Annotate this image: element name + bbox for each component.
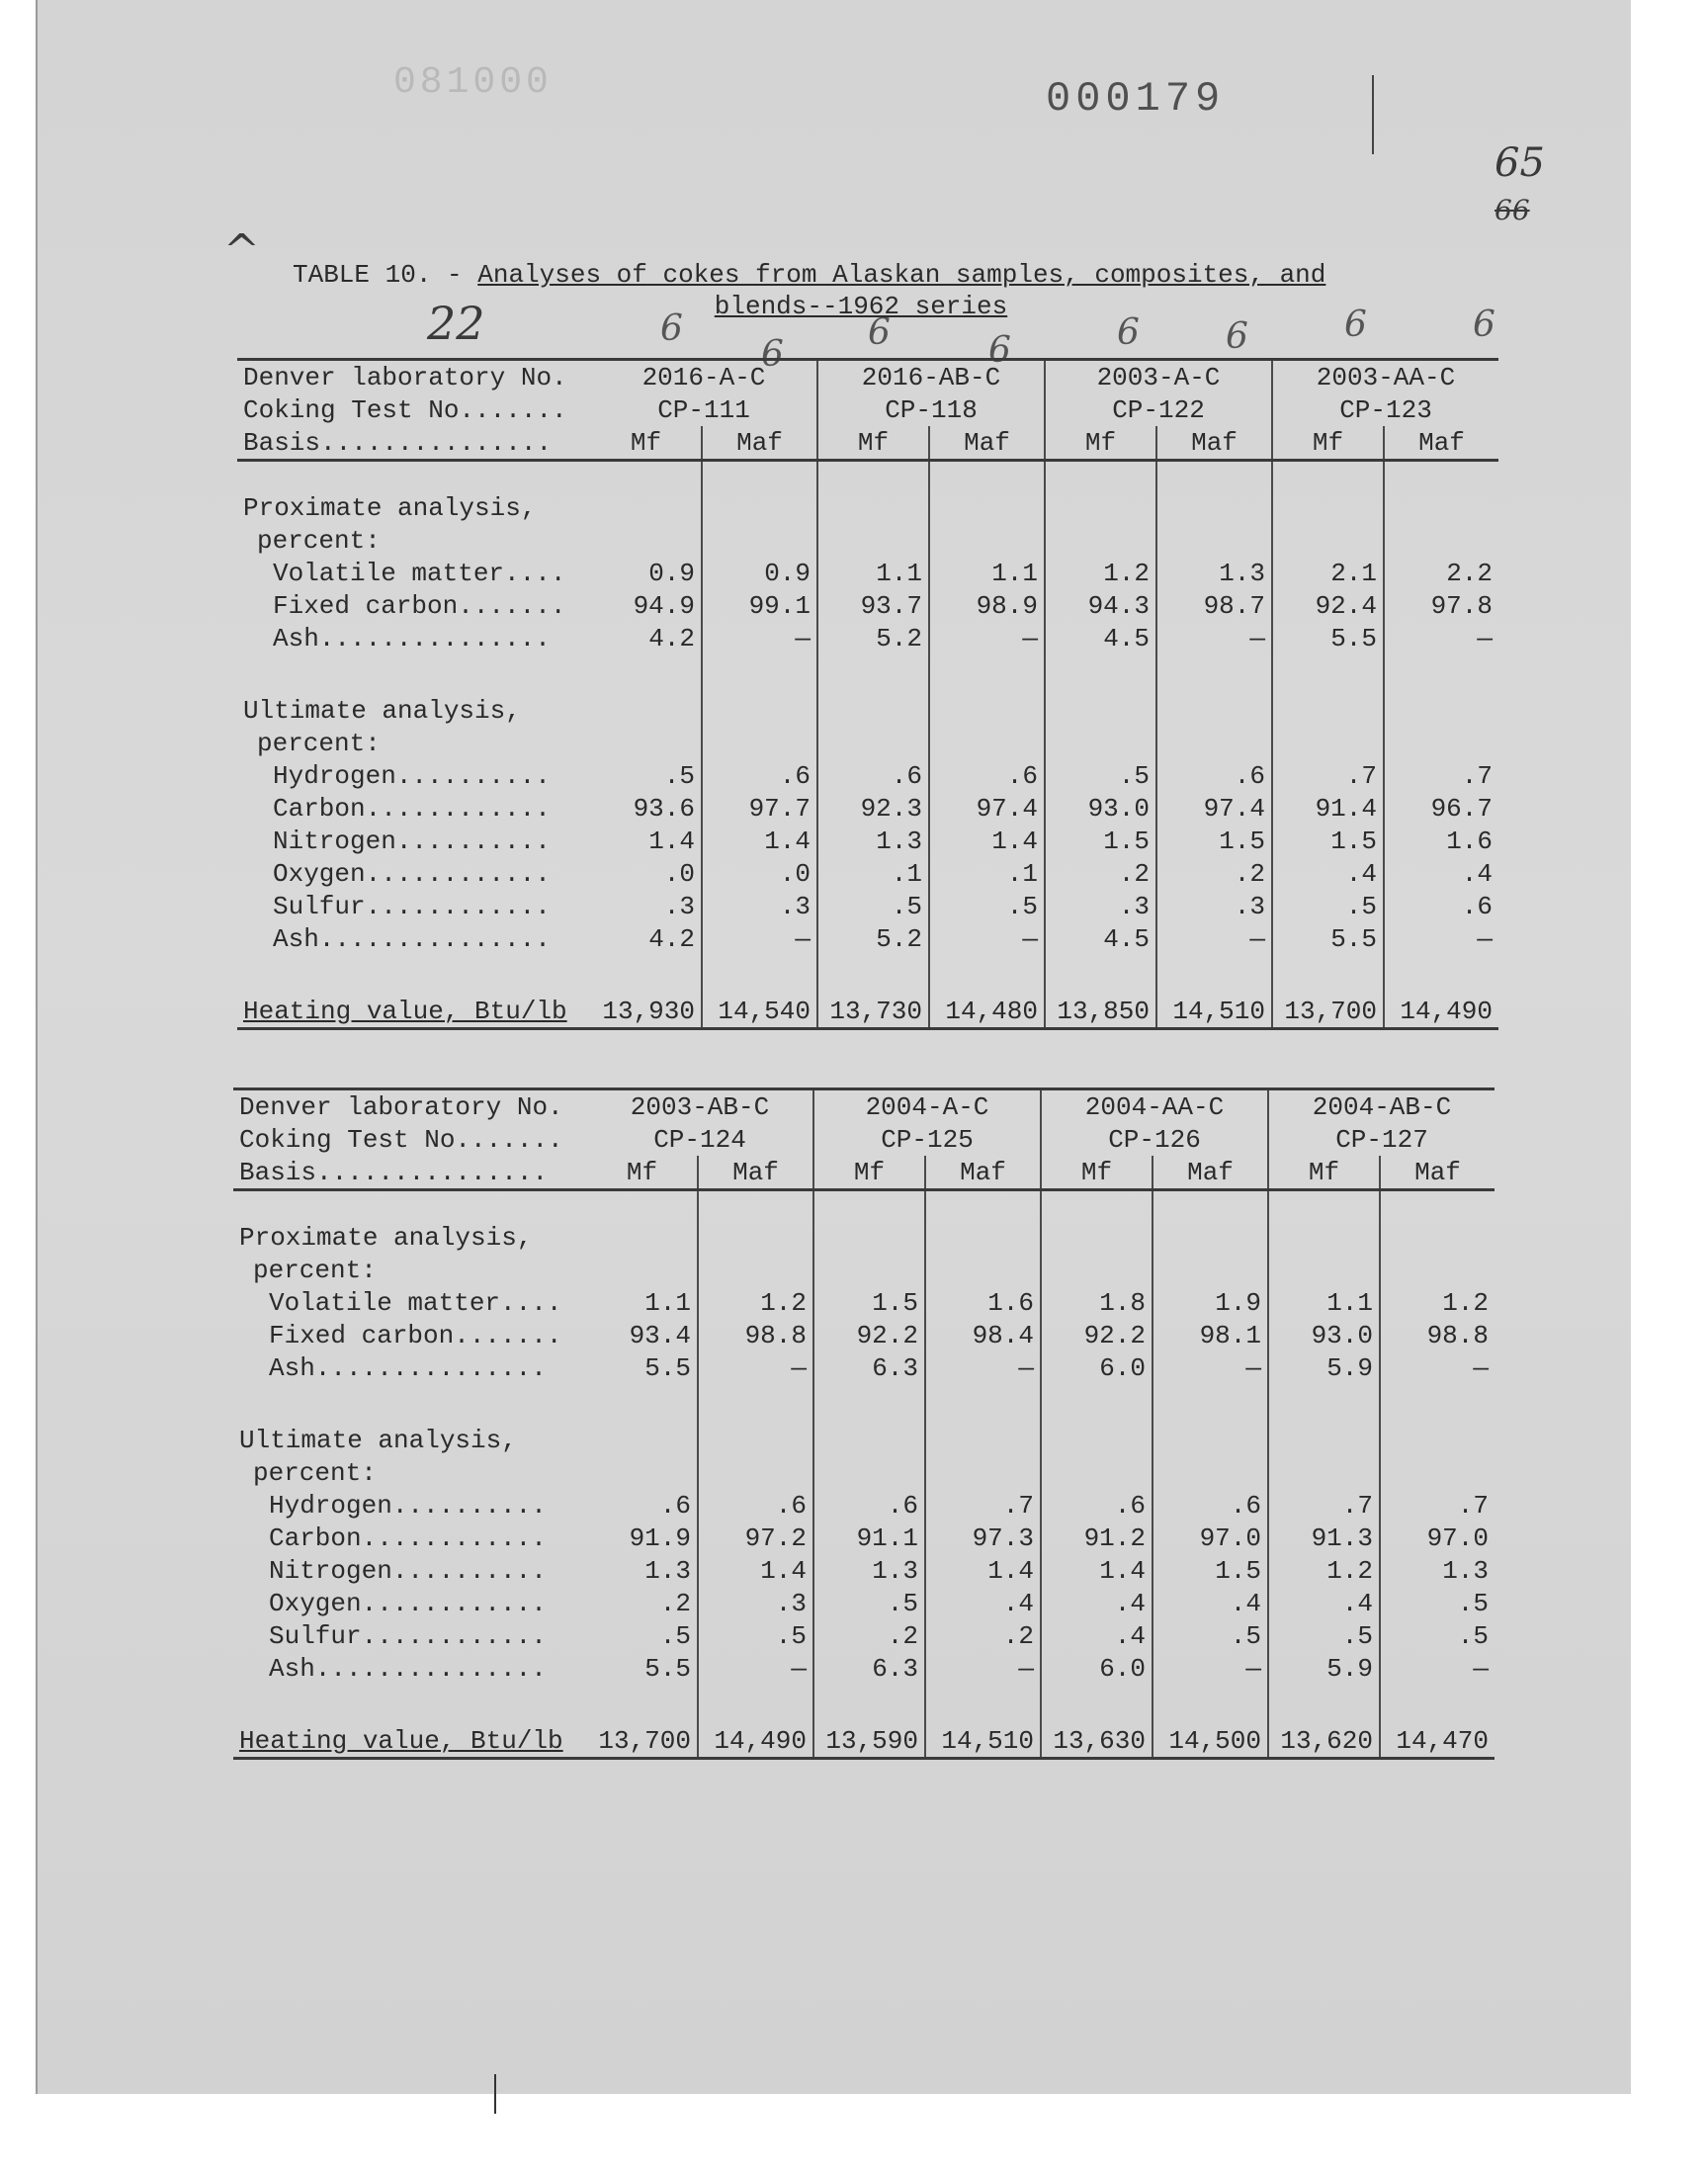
sample-lab-no: 2003-A-C	[1045, 360, 1272, 394]
cell-heating: 14,470	[1380, 1724, 1494, 1759]
cell-ash-p: —	[1156, 622, 1272, 654]
cell-nitrogen: 1.5	[1156, 825, 1272, 857]
basis-maf: Maf	[1156, 426, 1272, 461]
cell-hydrogen: .6	[587, 1489, 698, 1522]
cell-fixed: 94.9	[591, 589, 702, 622]
row-label: Carbon............	[273, 793, 551, 824]
cell-nitrogen: 1.2	[1268, 1554, 1380, 1587]
row-label: Sulfur............	[273, 891, 551, 921]
basis-maf: Maf	[929, 426, 1045, 461]
cell-hydrogen: .6	[698, 1489, 813, 1522]
cell-volatile: 1.3	[1156, 557, 1272, 589]
cell-nitrogen: 1.3	[813, 1554, 925, 1587]
basis-maf: Maf	[1153, 1156, 1268, 1190]
cell-carbon: 93.0	[1045, 792, 1156, 825]
cell-hydrogen: .6	[813, 1489, 925, 1522]
sample-lab-no: 2016-AB-C	[817, 360, 1045, 394]
row-label: Ash...............	[273, 623, 551, 653]
table-title-line1: Analyses of cokes from Alaskan samples, composites, and	[477, 260, 1326, 290]
row-label: Oxygen............	[269, 1588, 547, 1618]
cell-oxygen: .0	[591, 857, 702, 890]
cell-hydrogen: .5	[1045, 759, 1156, 792]
cell-hydrogen: .6	[817, 759, 929, 792]
row-label: Fixed carbon.......	[273, 590, 566, 621]
sample-lab-no: 2004-AA-C	[1041, 1089, 1268, 1124]
row-label: Ash...............	[269, 1653, 547, 1684]
cell-ash-u: 5.5	[1272, 922, 1384, 955]
cell-oxygen: .4	[1272, 857, 1384, 890]
sample-test-no: CP-127	[1335, 1124, 1428, 1155]
cell-volatile: 1.2	[1442, 1287, 1489, 1318]
handwritten-mark: ^	[223, 225, 260, 276]
section-label: Proximate analysis,	[243, 492, 537, 523]
row-label: Fixed carbon.......	[269, 1320, 562, 1350]
basis-mf: Mf	[1268, 1156, 1380, 1190]
cell-heating: 14,480	[929, 995, 1045, 1029]
cell-hydrogen: .7	[1272, 759, 1384, 792]
faint-stamp-number: 081000	[393, 61, 553, 104]
cell-ash-u: 5.5	[587, 1652, 698, 1685]
coke-analysis-table-1	[237, 358, 1498, 1030]
sample-test-no: CP-124	[587, 1123, 813, 1156]
basis-maf: Maf	[1380, 1156, 1494, 1190]
cell-sulfur: .3	[1156, 890, 1272, 922]
cell-fixed: 93.7	[817, 589, 929, 622]
sample-test-no: CP-125	[813, 1123, 1041, 1156]
cell-nitrogen: 1.4	[591, 825, 702, 857]
cell-heating: 13,590	[813, 1724, 925, 1759]
cell-nitrogen: 1.4	[925, 1554, 1041, 1587]
cell-fixed: 92.4	[1272, 589, 1384, 622]
cell-oxygen: .4	[1041, 1587, 1153, 1619]
cell-ash-p: 4.2	[591, 622, 702, 654]
row-label-heating: Heating value, Btu/lb	[233, 1724, 587, 1759]
cell-ash-p: —	[698, 1351, 813, 1384]
section-label: percent:	[257, 728, 381, 758]
cell-oxygen: .3	[698, 1587, 813, 1619]
basis-mf: Mf	[587, 1156, 698, 1190]
cell-nitrogen: 1.4	[929, 825, 1045, 857]
cell-heating: 14,510	[1156, 995, 1272, 1029]
cell-sulfur: .5	[929, 890, 1045, 922]
row-label: Oxygen............	[273, 858, 551, 889]
cell-hydrogen: .7	[925, 1489, 1041, 1522]
cell-ash-u: —	[1156, 922, 1272, 955]
sample-test-no: CP-111	[591, 393, 817, 426]
cell-ash-u: 4.2	[591, 922, 702, 955]
cell-oxygen: .4	[925, 1587, 1041, 1619]
cell-oxygen: .5	[813, 1587, 925, 1619]
margin-mark	[494, 2074, 496, 2114]
sample-lab-no: 2003-AA-C	[1272, 360, 1498, 394]
row-label: Sulfur............	[269, 1620, 547, 1651]
cell-heating: 14,510	[925, 1724, 1041, 1759]
header-lab-no: Denver laboratory No.	[233, 1089, 587, 1124]
cell-fixed: 92.2	[1041, 1319, 1153, 1351]
cell-heating: 14,490	[1384, 995, 1498, 1029]
cell-ash-u: —	[702, 922, 817, 955]
basis-mf: Mf	[591, 426, 702, 461]
cell-ash-p: —	[925, 1351, 1041, 1384]
cell-ash-u: —	[1473, 1653, 1489, 1684]
cell-carbon: 91.1	[813, 1522, 925, 1554]
basis-mf: Mf	[1045, 426, 1156, 461]
handwritten-tick: 6	[868, 312, 891, 353]
cell-heating: 14,540	[702, 995, 817, 1029]
cell-sulfur: .2	[813, 1619, 925, 1652]
cell-sulfur: .3	[702, 890, 817, 922]
cell-carbon: 96.7	[1430, 793, 1493, 824]
cell-oxygen: .4	[1268, 1587, 1380, 1619]
cell-ash-u: 6.3	[813, 1652, 925, 1685]
cell-carbon: 97.0	[1153, 1522, 1268, 1554]
cell-ash-u: 6.0	[1041, 1652, 1153, 1685]
cell-hydrogen: .6	[1041, 1489, 1153, 1522]
cell-carbon: 92.3	[817, 792, 929, 825]
cell-nitrogen: 1.6	[1446, 826, 1493, 856]
cell-fixed: 93.4	[587, 1319, 698, 1351]
cell-ash-u: —	[929, 922, 1045, 955]
cell-volatile: 2.2	[1446, 558, 1493, 588]
cell-carbon: 97.3	[925, 1522, 1041, 1554]
basis-mf: Mf	[817, 426, 929, 461]
row-label: Hydrogen..........	[269, 1490, 547, 1521]
cell-nitrogen: 1.3	[1442, 1555, 1489, 1586]
cell-oxygen: .2	[1156, 857, 1272, 890]
margin-mark	[1372, 75, 1374, 154]
cell-ash-p: 5.5	[1272, 622, 1384, 654]
cell-fixed: 92.2	[813, 1319, 925, 1351]
cell-ash-p: —	[702, 622, 817, 654]
header-test-no: Coking Test No.......	[243, 394, 567, 425]
cell-carbon: 91.2	[1041, 1522, 1153, 1554]
handwritten-page-number: 65	[1494, 140, 1545, 186]
cell-heating: 14,490	[698, 1724, 813, 1759]
cell-nitrogen: 1.4	[698, 1554, 813, 1587]
cell-sulfur: .3	[1045, 890, 1156, 922]
section-label: percent:	[257, 525, 381, 556]
table-caption	[293, 259, 1400, 322]
sample-test-no: CP-118	[817, 393, 1045, 426]
cell-volatile: 1.1	[587, 1286, 698, 1319]
cell-ash-p: —	[1473, 1352, 1489, 1383]
cell-fixed: 98.1	[1153, 1319, 1268, 1351]
cell-heating: 13,700	[587, 1724, 698, 1759]
cell-sulfur: .4	[1041, 1619, 1153, 1652]
handwritten-tick: 6	[1226, 316, 1248, 357]
struck-page-number: 66	[1494, 194, 1530, 226]
handwritten-tick: 6	[988, 330, 1011, 371]
row-label: Nitrogen..........	[269, 1555, 547, 1586]
handwritten-tick: 6	[1344, 304, 1367, 345]
row-label: Carbon............	[269, 1522, 547, 1553]
cell-ash-u: —	[1477, 923, 1493, 954]
cell-volatile: 0.9	[591, 557, 702, 589]
cell-fixed: 98.7	[1156, 589, 1272, 622]
section-label: percent:	[253, 1457, 377, 1488]
cell-carbon: 93.6	[591, 792, 702, 825]
cell-ash-u: —	[698, 1652, 813, 1685]
cell-volatile: 1.8	[1041, 1286, 1153, 1319]
cell-sulfur: .5	[698, 1619, 813, 1652]
cell-hydrogen: .5	[591, 759, 702, 792]
cell-heating: 13,850	[1045, 995, 1156, 1029]
sample-test-no: CP-123	[1339, 394, 1432, 425]
cell-heating: 13,700	[1272, 995, 1384, 1029]
cell-nitrogen: 1.5	[1272, 825, 1384, 857]
cell-volatile: 1.2	[698, 1286, 813, 1319]
cell-nitrogen: 1.3	[587, 1554, 698, 1587]
cell-volatile: 1.1	[817, 557, 929, 589]
table-label: TABLE 10. -	[293, 260, 463, 290]
row-label: Hydrogen..........	[273, 760, 551, 791]
cell-carbon: 91.3	[1268, 1522, 1380, 1554]
cell-sulfur: .5	[1268, 1619, 1380, 1652]
handwritten-tick: 6	[761, 334, 784, 375]
cell-sulfur: .6	[1461, 891, 1493, 921]
cell-oxygen: .4	[1153, 1587, 1268, 1619]
cell-nitrogen: 1.5	[1153, 1554, 1268, 1587]
cell-carbon: 97.0	[1426, 1522, 1489, 1553]
basis-mf: Mf	[1272, 426, 1384, 461]
sample-test-no: CP-122	[1045, 393, 1272, 426]
cell-ash-p: 5.9	[1268, 1351, 1380, 1384]
cell-volatile: 1.6	[925, 1286, 1041, 1319]
cell-volatile: 1.1	[1268, 1286, 1380, 1319]
cell-hydrogen: .7	[1461, 760, 1493, 791]
sample-test-no: CP-126	[1041, 1123, 1268, 1156]
cell-oxygen: .4	[1461, 858, 1493, 889]
cell-sulfur: .5	[1457, 1620, 1489, 1651]
cell-fixed: 98.8	[698, 1319, 813, 1351]
cell-carbon: 91.4	[1272, 792, 1384, 825]
cell-volatile: 0.9	[702, 557, 817, 589]
basis-maf: Maf	[702, 426, 817, 461]
cell-volatile: 1.2	[1045, 557, 1156, 589]
row-label: Ash...............	[269, 1352, 547, 1383]
basis-mf: Mf	[813, 1156, 925, 1190]
cell-sulfur: .2	[925, 1619, 1041, 1652]
header-lab-no: Denver laboratory No.	[237, 360, 591, 394]
cell-ash-p: —	[929, 622, 1045, 654]
cell-oxygen: .1	[929, 857, 1045, 890]
cell-carbon: 97.2	[698, 1522, 813, 1554]
cell-oxygen: .5	[1457, 1588, 1489, 1618]
cell-ash-p: 6.3	[813, 1351, 925, 1384]
cell-oxygen: .1	[817, 857, 929, 890]
cell-ash-p: 5.5	[587, 1351, 698, 1384]
handwritten-22: 22	[427, 297, 485, 350]
cell-heating: 13,620	[1268, 1724, 1380, 1759]
row-label: Volatile matter....	[273, 558, 566, 588]
cell-fixed: 94.3	[1045, 589, 1156, 622]
cell-fixed: 99.1	[702, 589, 817, 622]
cell-heating: 13,730	[817, 995, 929, 1029]
cell-ash-u: 4.5	[1045, 922, 1156, 955]
cell-fixed: 98.4	[925, 1319, 1041, 1351]
sample-lab-no: 2004-AB-C	[1268, 1089, 1494, 1124]
row-label: Volatile matter....	[269, 1287, 562, 1318]
cell-fixed: 97.8	[1430, 590, 1493, 621]
cell-hydrogen: .6	[929, 759, 1045, 792]
sample-lab-no: 2003-AB-C	[587, 1089, 813, 1124]
row-label: Nitrogen..........	[273, 826, 551, 856]
cell-ash-u: 5.9	[1268, 1652, 1380, 1685]
cell-fixed: 93.0	[1268, 1319, 1380, 1351]
handwritten-tick: 6	[660, 308, 683, 349]
cell-ash-u: 5.2	[817, 922, 929, 955]
cell-carbon: 97.7	[702, 792, 817, 825]
cell-sulfur: .5	[587, 1619, 698, 1652]
cell-nitrogen: 1.3	[817, 825, 929, 857]
cell-heating: 13,930	[591, 995, 702, 1029]
row-label: Ash...............	[273, 923, 551, 954]
basis-maf: Maf	[1384, 426, 1498, 461]
cell-carbon: 97.4	[1156, 792, 1272, 825]
cell-ash-p: —	[1477, 623, 1493, 653]
cell-ash-p: —	[1153, 1351, 1268, 1384]
cell-ash-p: 6.0	[1041, 1351, 1153, 1384]
section-label: Proximate analysis,	[239, 1222, 533, 1253]
cell-oxygen: .2	[1045, 857, 1156, 890]
table-title-line2: blends--1962 series	[714, 292, 1008, 321]
stamp-number: 000179	[1046, 75, 1226, 123]
cell-hydrogen: .6	[702, 759, 817, 792]
handwritten-tick: 6	[1473, 304, 1495, 345]
cell-volatile: 1.1	[929, 557, 1045, 589]
cell-hydrogen: .6	[1153, 1489, 1268, 1522]
cell-carbon: 97.4	[929, 792, 1045, 825]
cell-fixed: 98.9	[929, 589, 1045, 622]
cell-volatile: 2.1	[1272, 557, 1384, 589]
header-basis: Basis...............	[233, 1156, 587, 1190]
header-test-no: Coking Test No.......	[239, 1124, 563, 1155]
cell-sulfur: .5	[1153, 1619, 1268, 1652]
cell-ash-u: —	[1153, 1652, 1268, 1685]
cell-sulfur: .3	[591, 890, 702, 922]
row-label-heating: Heating value, Btu/lb	[237, 995, 591, 1029]
cell-ash-u: —	[925, 1652, 1041, 1685]
cell-hydrogen: .6	[1156, 759, 1272, 792]
cell-sulfur: .5	[817, 890, 929, 922]
cell-oxygen: .2	[587, 1587, 698, 1619]
cell-ash-p: 5.2	[817, 622, 929, 654]
cell-sulfur: .5	[1272, 890, 1384, 922]
cell-fixed: 98.8	[1426, 1320, 1489, 1350]
cell-heating: 13,630	[1041, 1724, 1153, 1759]
basis-maf: Maf	[925, 1156, 1041, 1190]
cell-ash-p: 4.5	[1045, 622, 1156, 654]
cell-nitrogen: 1.4	[1041, 1554, 1153, 1587]
cell-volatile: 1.9	[1153, 1286, 1268, 1319]
cell-hydrogen: .7	[1268, 1489, 1380, 1522]
basis-mf: Mf	[1041, 1156, 1153, 1190]
sample-lab-no: 2004-A-C	[813, 1089, 1041, 1124]
header-basis: Basis...............	[237, 426, 591, 461]
cell-carbon: 91.9	[587, 1522, 698, 1554]
cell-heating: 14,500	[1153, 1724, 1268, 1759]
cell-nitrogen: 1.4	[702, 825, 817, 857]
coke-analysis-table-2	[233, 1088, 1494, 1760]
basis-maf: Maf	[698, 1156, 813, 1190]
cell-volatile: 1.5	[813, 1286, 925, 1319]
cell-oxygen: .0	[702, 857, 817, 890]
handwritten-tick: 6	[1117, 312, 1140, 353]
cell-hydrogen: .7	[1457, 1490, 1489, 1521]
sample-lab-no: 2016-A-C	[591, 360, 817, 394]
section-label: Ultimate analysis,	[243, 695, 521, 726]
section-label: percent:	[253, 1255, 377, 1285]
cell-nitrogen: 1.5	[1045, 825, 1156, 857]
section-label: Ultimate analysis,	[239, 1425, 517, 1455]
